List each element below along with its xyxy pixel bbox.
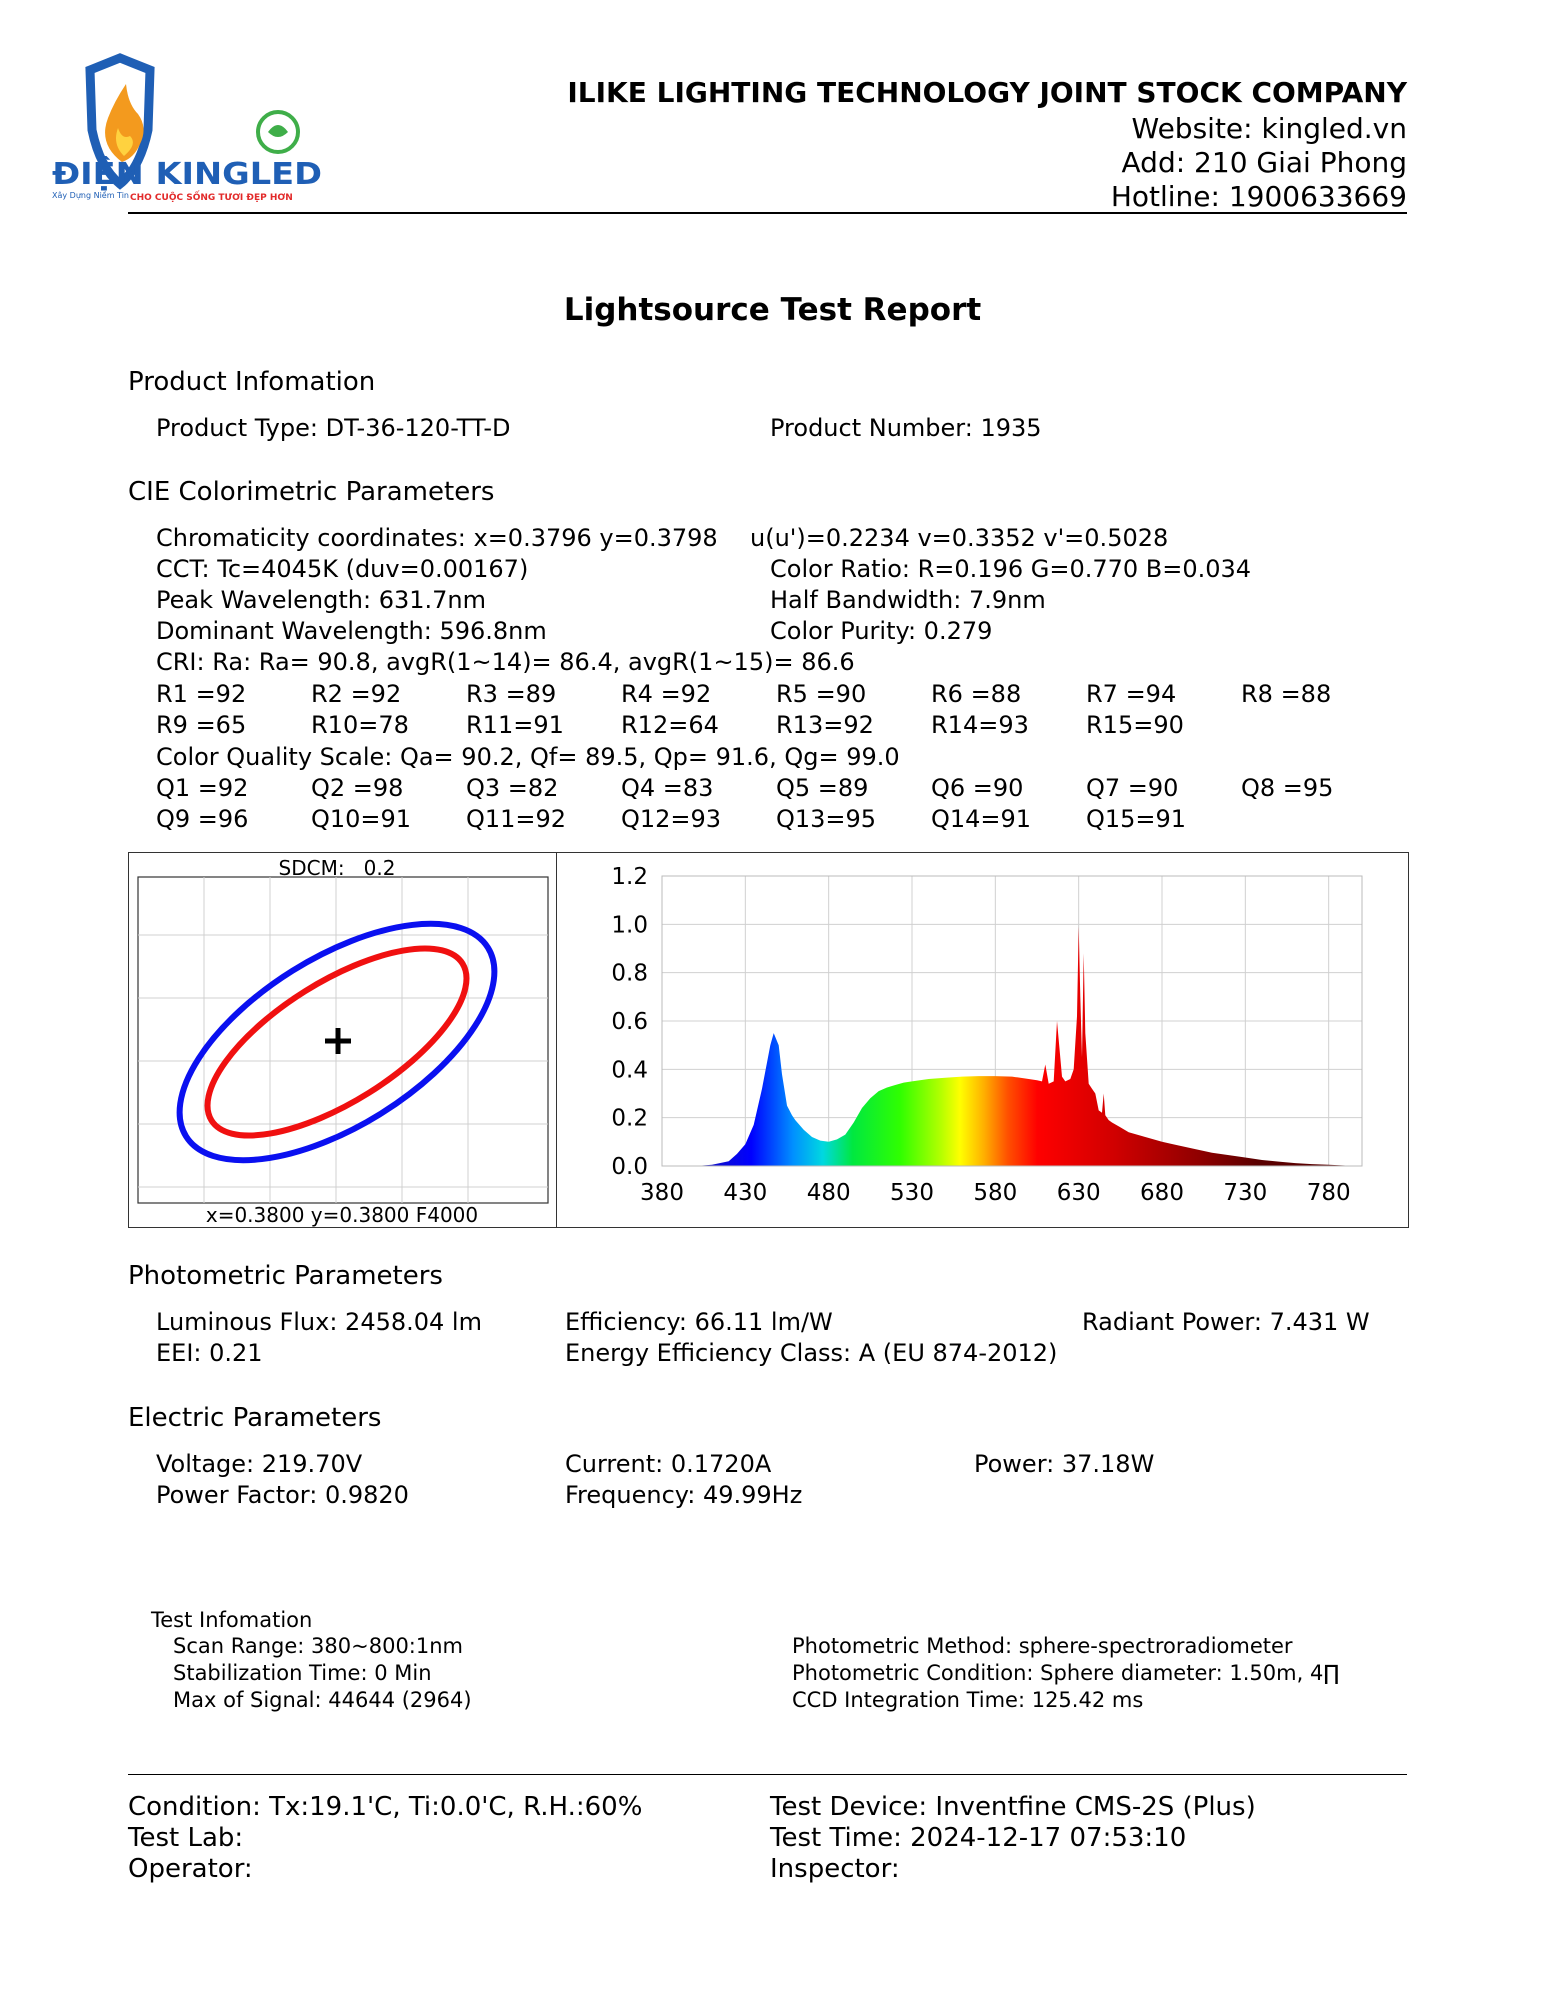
footer-rule	[128, 1774, 1407, 1775]
r-value: R1 =92	[156, 680, 247, 708]
condition: Condition: Tx:19.1'C, Ti:0.0'C, R.H.:60%	[128, 1792, 643, 1822]
photometric-heading: Photometric Parameters	[128, 1261, 443, 1291]
r-value: R9 =65	[156, 711, 247, 739]
energy-class: Energy Efficiency Class: A (EU 874-2012)	[565, 1339, 1058, 1367]
r-value: R10=78	[311, 711, 409, 739]
company-address: Add: 210 Giai Phong	[1121, 146, 1407, 179]
q-value: Q10=91	[311, 805, 412, 833]
test-device: Test Device: Inventfine CMS-2S (Plus)	[770, 1792, 1256, 1822]
frequency: Frequency: 49.99Hz	[565, 1481, 803, 1509]
company-name: ILIKE LIGHTING TECHNOLOGY JOINT STOCK COMPANY	[567, 76, 1407, 109]
sdcm-center-marker	[325, 1028, 351, 1054]
q-value: Q9 =96	[156, 805, 249, 833]
stabilization-time: Stabilization Time: 0 Min	[173, 1661, 432, 1685]
efficiency: Efficiency: 66.11 lm/W	[565, 1308, 833, 1336]
spectrum-y-tick-label: 0.6	[611, 1009, 648, 1035]
product-type: Product Type: DT-36-120-TT-D	[156, 414, 511, 442]
cqs-summary: Color Quality Scale: Qa= 90.2, Qf= 89.5, Qp= 91.6, Qg= 99.0	[156, 743, 900, 771]
spectrum-x-tick-label: 630	[1056, 1180, 1101, 1206]
color-ratio: Color Ratio: R=0.196 G=0.770 B=0.034	[770, 555, 1252, 583]
power: Power: 37.18W	[974, 1450, 1155, 1478]
q-value: Q2 =98	[311, 774, 404, 802]
uv-coordinates: u(u')=0.2234 v=0.3352 v'=0.5028	[750, 524, 1169, 552]
test-time: Test Time: 2024-12-17 07:53:10	[770, 1823, 1187, 1853]
spectrum-x-tick-label: 780	[1306, 1180, 1351, 1206]
luminous-flux: Luminous Flux: 2458.04 lm	[156, 1308, 482, 1336]
inspector: Inspector:	[770, 1854, 900, 1884]
charts-divider	[556, 853, 557, 1227]
r-value: R7 =94	[1086, 680, 1177, 708]
spectrum-y-tick-labels	[611, 864, 648, 1180]
spectrum-x-tick-label: 680	[1140, 1180, 1184, 1206]
header-rule	[128, 212, 1407, 214]
dominant-wavelength: Dominant Wavelength: 596.8nm	[156, 617, 547, 645]
charts-panel	[128, 852, 1409, 1228]
spectrum-area	[662, 927, 1362, 1166]
r-value: R8 =88	[1241, 680, 1332, 708]
power-factor: Power Factor: 0.9820	[156, 1481, 409, 1509]
q-value: Q8 =95	[1241, 774, 1334, 802]
spectrum-x-tick-label: 730	[1223, 1180, 1268, 1206]
company-logo	[48, 40, 338, 210]
spectrum-y-tick-label: 1.2	[611, 864, 648, 890]
test-info-heading: Test Infomation	[151, 1608, 313, 1632]
cct: CCT: Tc=4045K (duv=0.00167)	[156, 555, 529, 583]
r-value: R2 =92	[311, 680, 402, 708]
q-value: Q7 =90	[1086, 774, 1179, 802]
q-value: Q4 =83	[621, 774, 714, 802]
r-value: R15=90	[1086, 711, 1184, 739]
spectrum-x-tick-label: 430	[723, 1180, 768, 1206]
company-hotline: Hotline: 1900633669	[1110, 180, 1407, 213]
q-value: Q3 =82	[466, 774, 559, 802]
r-value: R13=92	[776, 711, 874, 739]
spectrum-x-tick-label: 380	[640, 1180, 684, 1206]
half-bandwidth: Half Bandwidth: 7.9nm	[770, 586, 1046, 614]
logo-tagline-left: Xây Dựng Niềm Tin	[52, 191, 129, 200]
ccd-integration-time: CCD Integration Time: 125.42 ms	[792, 1688, 1144, 1712]
q-value: Q6 =90	[931, 774, 1024, 802]
eei: EEI: 0.21	[156, 1339, 263, 1367]
radiant-power: Radiant Power: 7.431 W	[1082, 1308, 1370, 1336]
r-value: R11=91	[466, 711, 564, 739]
photometric-condition: Photometric Condition: Sphere diameter: 1.50m, 4∏	[792, 1661, 1340, 1685]
r-value: R3 =89	[466, 680, 557, 708]
logo-tagline-right: CHO CUỘC SỐNG TƯƠI ĐẸP HƠN	[130, 193, 293, 203]
cri-summary: CRI: Ra: Ra= 90.8, avgR(1~14)= 86.4, avgR(1~15)= 86.6	[156, 648, 855, 676]
r-value: R5 =90	[776, 680, 867, 708]
spectrum-x-tick-labels	[640, 1180, 1351, 1206]
photometric-method: Photometric Method: sphere-spectroradiometer	[792, 1634, 1293, 1658]
r-value: R6 =88	[931, 680, 1022, 708]
color-purity: Color Purity: 0.279	[770, 617, 993, 645]
sdcm-chart	[129, 853, 556, 1227]
spectrum-y-tick-label: 0.2	[611, 1105, 648, 1132]
spectrum-chart	[558, 853, 1408, 1227]
spectrum-y-tick-label: 0.8	[611, 960, 648, 987]
q-value: Q12=93	[621, 805, 722, 833]
spectrum-x-tick-label: 530	[890, 1180, 934, 1206]
q-value: Q15=91	[1086, 805, 1187, 833]
spectrum-x-tick-label: 580	[973, 1180, 1018, 1206]
sdcm-title: SDCM: 0.2	[278, 856, 396, 880]
q-value: Q13=95	[776, 805, 877, 833]
r-value: R14=93	[931, 711, 1029, 739]
product-number: Product Number: 1935	[770, 414, 1042, 442]
company-website: Website: kingled.vn	[1131, 112, 1407, 145]
q-value: Q11=92	[466, 805, 567, 833]
report-title: Lightsource Test Report	[563, 292, 982, 328]
q-value: Q5 =89	[776, 774, 869, 802]
cie-heading: CIE Colorimetric Parameters	[128, 477, 495, 507]
max-signal: Max of Signal: 44644 (2964)	[173, 1688, 472, 1712]
q-value: Q1 =92	[156, 774, 249, 802]
spectrum-x-tick-label: 480	[806, 1180, 851, 1206]
voltage: Voltage: 219.70V	[156, 1450, 363, 1478]
sdcm-caption: x=0.3800 y=0.3800 F4000	[205, 1203, 479, 1227]
current: Current: 0.1720A	[565, 1450, 772, 1478]
spectrum-y-tick-label: 1.0	[611, 912, 648, 939]
test-lab: Test Lab:	[128, 1823, 244, 1853]
r-value: R4 =92	[621, 680, 712, 708]
spectrum-y-tick-label: 0.4	[611, 1057, 648, 1084]
chromaticity: Chromaticity coordinates: x=0.3796 y=0.3798	[156, 524, 718, 552]
r-value: R12=64	[621, 711, 719, 739]
logo-text: ĐIỆN KINGLED	[52, 157, 293, 192]
peak-wavelength: Peak Wavelength: 631.7nm	[156, 586, 486, 614]
spectrum-y-tick-label: 0.0	[611, 1154, 648, 1180]
electric-heading: Electric Parameters	[128, 1403, 382, 1433]
operator: Operator:	[128, 1854, 253, 1884]
product-heading: Product Infomation	[128, 367, 376, 397]
q-value: Q14=91	[931, 805, 1032, 833]
scan-range: Scan Range: 380~800:1nm	[173, 1634, 464, 1658]
